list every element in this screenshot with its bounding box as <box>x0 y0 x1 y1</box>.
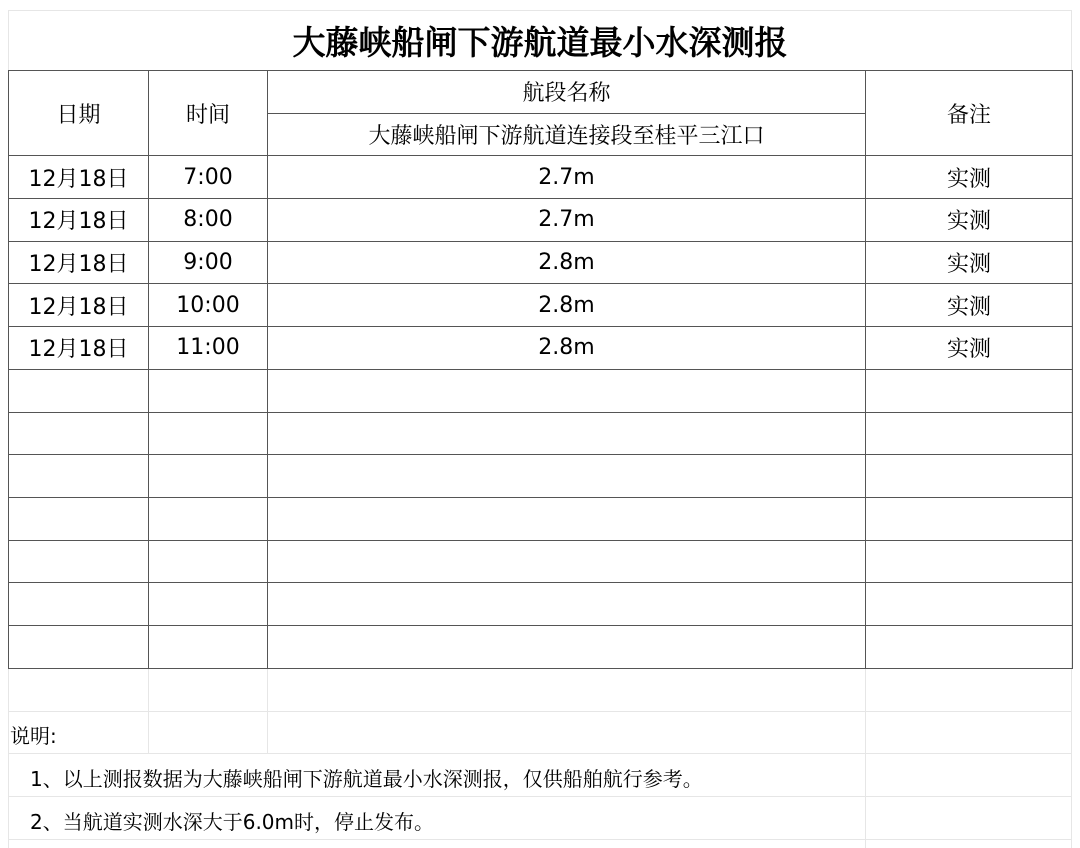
cell-remark <box>866 369 1073 412</box>
cell-time <box>149 455 268 498</box>
cell-date <box>9 412 149 455</box>
cell-time: 10:00 <box>149 284 268 327</box>
cell-date: 12月18日 <box>9 241 149 284</box>
table-row <box>9 199 1073 242</box>
notes-heading: 说明: <box>10 724 57 748</box>
cell-depth: 2.8m <box>268 284 866 327</box>
header-section-name: 大藤峡船闸下游航道连接段至桂平三江口 <box>268 113 866 156</box>
table-row-empty <box>9 412 1073 455</box>
cell-date: 12月18日 <box>9 284 149 327</box>
gridline <box>148 668 149 754</box>
cell-date: 12月18日 <box>9 199 149 242</box>
cell-time: 11:00 <box>149 327 268 370</box>
cell-date <box>9 369 149 412</box>
cell-time: 9:00 <box>149 241 268 284</box>
cell-remark <box>866 412 1073 455</box>
cell-date: 12月18日 <box>9 156 149 199</box>
table-row-empty <box>9 583 1073 626</box>
report-title: 大藤峡船闸下游航道最小水深测报 <box>292 22 788 62</box>
cell-time <box>149 412 268 455</box>
table-row <box>9 241 1073 284</box>
gridline <box>267 668 268 754</box>
cell-depth <box>268 625 866 668</box>
cell-remark: 实测 <box>866 241 1073 284</box>
cell-remark: 实测 <box>866 156 1073 199</box>
cell-remark <box>866 540 1073 583</box>
table-row <box>9 156 1073 199</box>
cell-time <box>149 625 268 668</box>
cell-time <box>149 497 268 540</box>
cell-remark: 实测 <box>866 327 1073 370</box>
table-row-empty <box>9 455 1073 498</box>
cell-depth <box>268 412 866 455</box>
note-item-1: 1、以上测报数据为大藤峡船闸下游航道最小水深测报，仅供船舶航行参考。 <box>30 767 703 791</box>
header-time: 时间 <box>149 71 268 156</box>
cell-remark <box>866 625 1073 668</box>
header-remark: 备注 <box>866 71 1073 156</box>
gridline <box>8 711 1072 712</box>
cell-depth: 2.7m <box>268 199 866 242</box>
gridline <box>8 796 1072 797</box>
cell-depth <box>268 369 866 412</box>
cell-date <box>9 455 149 498</box>
cell-depth <box>268 583 866 626</box>
gridline <box>8 839 1072 840</box>
cell-depth: 2.7m <box>268 156 866 199</box>
cell-date: 12月18日 <box>9 327 149 370</box>
cell-remark <box>866 455 1073 498</box>
cell-depth: 2.8m <box>268 241 866 284</box>
cell-time <box>149 369 268 412</box>
cell-time <box>149 583 268 626</box>
cell-date <box>9 540 149 583</box>
cell-date <box>9 497 149 540</box>
header-date: 日期 <box>9 71 149 156</box>
cell-remark: 实测 <box>866 199 1073 242</box>
cell-time <box>149 540 268 583</box>
table-row-empty <box>9 625 1073 668</box>
header-row <box>9 71 1073 114</box>
gridline <box>865 668 866 848</box>
cell-date <box>9 625 149 668</box>
table-row <box>9 284 1073 327</box>
cell-depth: 2.8m <box>268 327 866 370</box>
cell-date <box>9 583 149 626</box>
cell-time: 7:00 <box>149 156 268 199</box>
gridline <box>8 753 1072 754</box>
cell-depth <box>268 455 866 498</box>
table-row-empty <box>9 369 1073 412</box>
note-item-2: 2、当航道实测水深大于6.0m时，停止发布。 <box>30 810 435 834</box>
table-row <box>9 327 1073 370</box>
table-row-empty <box>9 540 1073 583</box>
cell-time: 8:00 <box>149 199 268 242</box>
depth-report-table <box>8 70 1073 669</box>
cell-remark: 实测 <box>866 284 1073 327</box>
cell-remark <box>866 497 1073 540</box>
cell-remark <box>866 583 1073 626</box>
cell-depth <box>268 540 866 583</box>
table-row-empty <box>9 497 1073 540</box>
header-section-group: 航段名称 <box>268 71 866 114</box>
cell-depth <box>268 497 866 540</box>
